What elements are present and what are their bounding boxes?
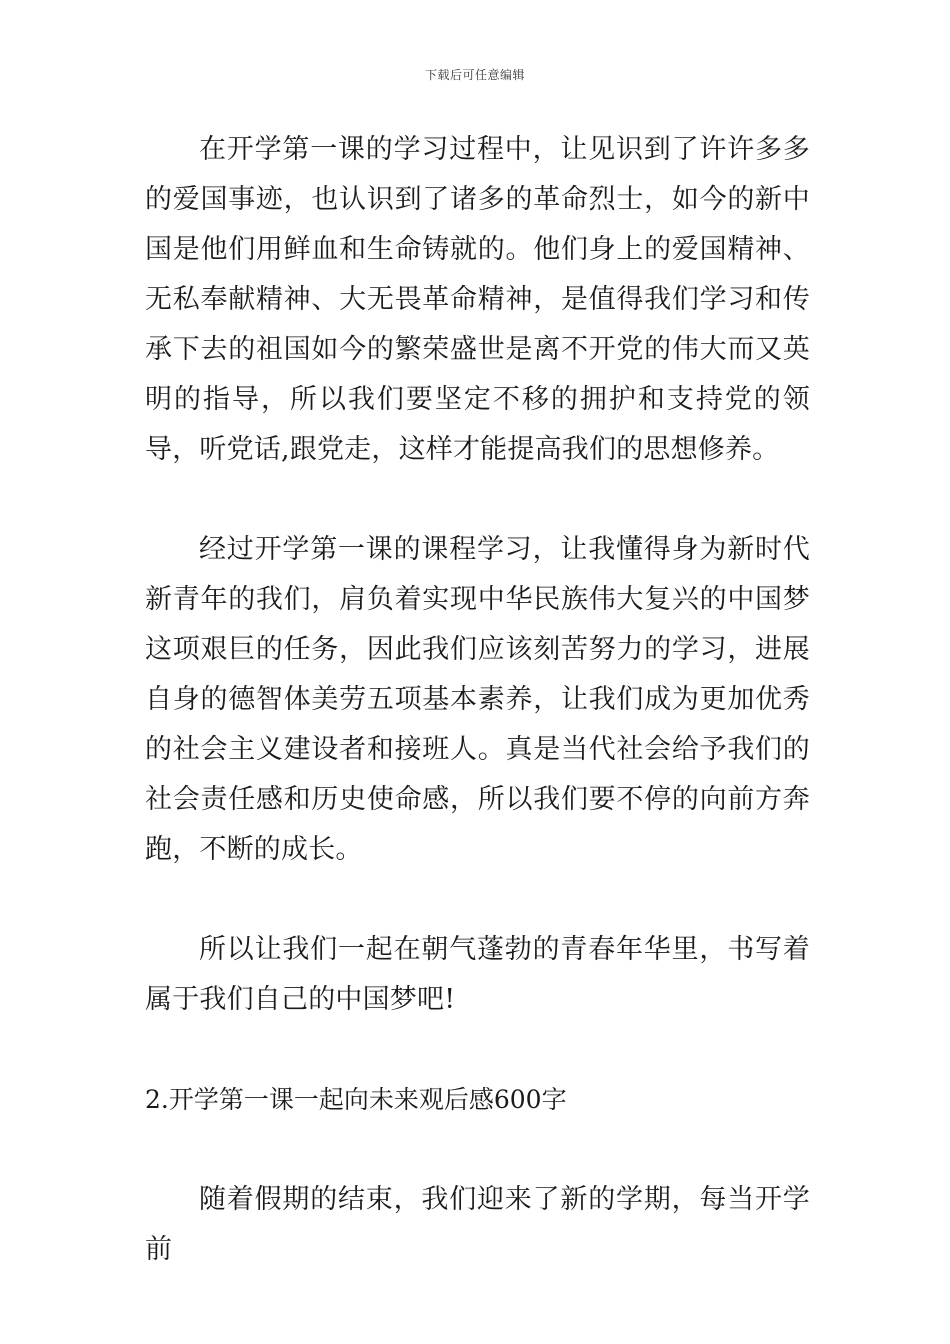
paragraph-2: 经过开学第一课的课程学习，让我懂得身为新时代新青年的我们，肩负着实现中华民族伟大复兴的中国梦这项艰巨的任务，因此我们应该刻苦努力的学习，进展自身的德智体美劳五项基本素养，让我们成为更加优秀的社会主义建设者和接班人。真是当代社会给予我们的社会责任感和历史使命感，所以我们要不停的向前方奔跑，不断的成长。 [145, 534, 810, 865]
paragraph-gap [145, 875, 810, 925]
paragraph-4: 随着假期的结束，我们迎来了新的学期，每当开学前 [145, 1184, 810, 1265]
paragraph-1: 在开学第一课的学习过程中，让见识到了许许多多的爱国事迹，也认识到了诸多的革命烈士，如今的新中国是他们用鲜血和生命铸就的。他们身上的爱国精神、无私奉献精神、大无畏革命精神，是值得我们学习和传承下去的祖国如今的繁荣盛世是离不开党的伟大而又英明的指导，所以我们要坚定不移的拥护和支持党的领导，听党话,跟党走，这样才能提高我们的思想修养。 [145, 134, 810, 465]
paragraph-gap [145, 1125, 810, 1175]
paragraph-gap [145, 475, 810, 525]
section-heading-2: 2.开学第一课一起向未来观后感600字 [145, 1085, 567, 1114]
paragraph-3: 所以让我们一起在朝气蓬勃的青春年华里，书写着属于我们自己的中国梦吧! [145, 934, 810, 1015]
document-body [145, 125, 810, 1275]
paragraph-gap [145, 1025, 810, 1075]
header-note: 下载后可任意编辑 [424, 68, 525, 82]
